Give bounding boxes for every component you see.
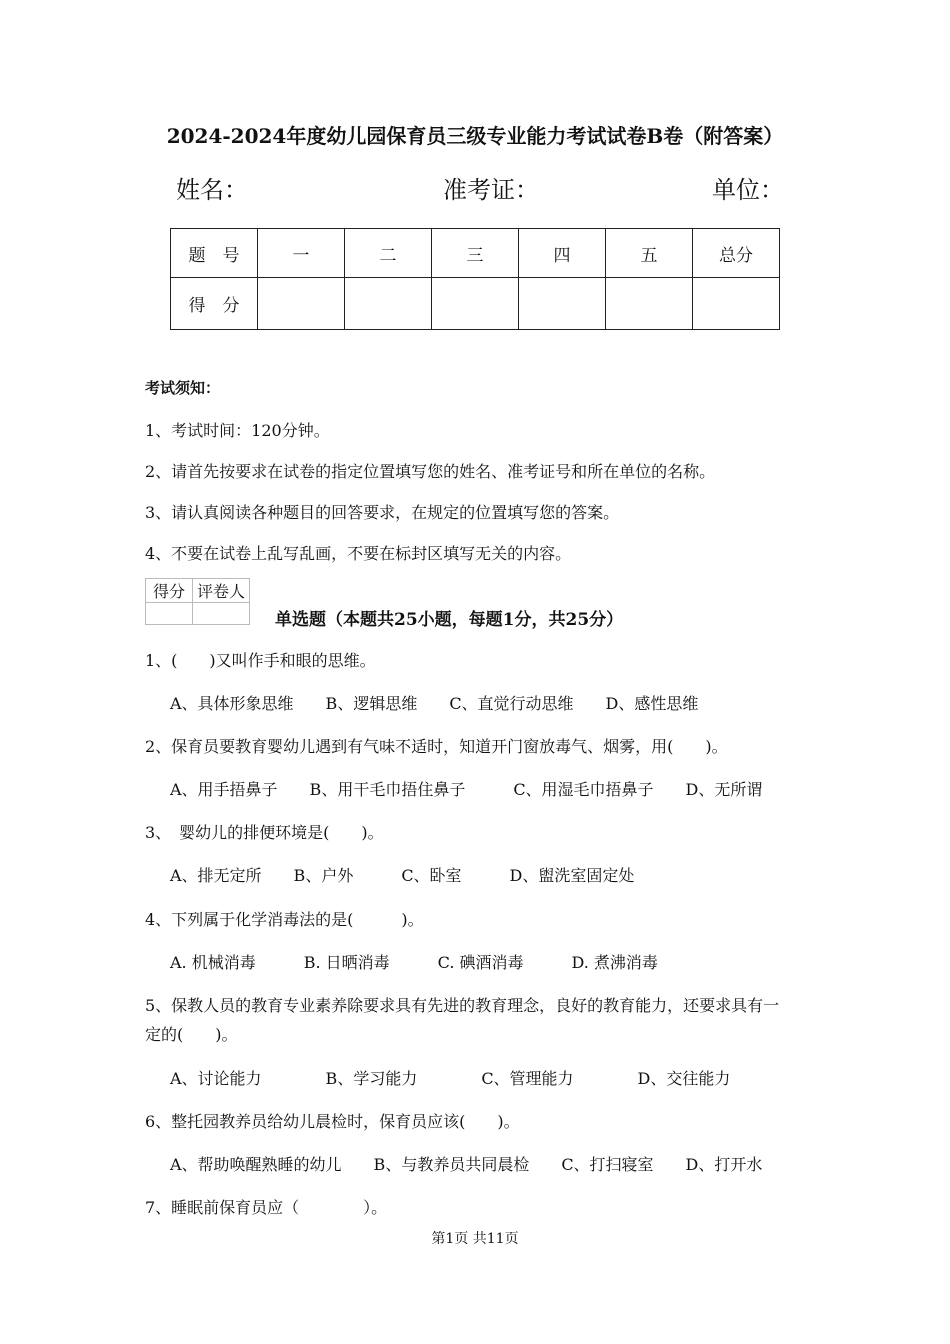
score-cell bbox=[693, 278, 780, 330]
score-cell bbox=[606, 278, 693, 330]
score-table bbox=[170, 228, 780, 330]
question-3-options: A、排无定所 B、户外 C、卧室 D、盥洗室固定处 bbox=[170, 866, 635, 885]
unit-field-label: 单位： bbox=[712, 176, 784, 204]
question-5-options: A、讨论能力 B、学习能力 C、管理能力 D、交往能力 bbox=[170, 1069, 731, 1088]
question-4-options: A. 机械消毒 B. 日晒消毒 C. 碘酒消毒 D. 煮沸消毒 bbox=[170, 953, 658, 972]
score-cell bbox=[519, 278, 606, 330]
question-1-options: A、具体形象思维 B、逻辑思维 C、直觉行动思维 D、感性思维 bbox=[170, 694, 699, 713]
score-cell bbox=[432, 278, 519, 330]
exam-id-field-label: 准考证： bbox=[443, 176, 539, 204]
question-2-options: A、用手捂鼻子 B、用干毛巾捂住鼻子 C、用湿毛巾捂鼻子 D、无所谓 bbox=[170, 780, 763, 799]
score-row-label: 得 分 bbox=[171, 278, 258, 330]
grader-name-label: 评卷人 bbox=[193, 579, 250, 603]
score-header-3: 三 bbox=[432, 229, 519, 278]
question-4: 4、下列属于化学消毒法的是( )。 bbox=[145, 910, 424, 929]
notice-item: 2、请首先按要求在试卷的指定位置填写您的姓名、准考证号和所在单位的名称。 bbox=[145, 462, 716, 481]
score-header-2: 二 bbox=[345, 229, 432, 278]
score-cell bbox=[258, 278, 345, 330]
question-6-options: A、帮助唤醒熟睡的幼儿 B、与教养员共同晨检 C、打扫寝室 D、打开水 bbox=[170, 1155, 763, 1174]
grader-score-label: 得分 bbox=[146, 579, 193, 603]
question-7: 7、睡眠前保育员应（ ）。 bbox=[145, 1198, 388, 1217]
question-1: 1、( )又叫作手和眼的思维。 bbox=[145, 651, 376, 670]
notice-item: 1、考试时间：120分钟。 bbox=[145, 421, 330, 440]
grader-score-cell bbox=[146, 603, 193, 625]
score-cell bbox=[345, 278, 432, 330]
section-title: 单选题（本题共25小题，每题1分，共25分） bbox=[275, 610, 624, 630]
page-footer: 第1页 共11页 bbox=[431, 1231, 519, 1247]
question-5-cont: 定的( )。 bbox=[145, 1025, 238, 1044]
question-6: 6、整托园教养员给幼儿晨检时，保育员应该( )。 bbox=[145, 1112, 520, 1131]
question-3: 3、 婴幼儿的排便环境是( )。 bbox=[145, 823, 384, 842]
score-header-4: 四 bbox=[519, 229, 606, 278]
document-title: 2024-2024年度幼儿园保育员三级专业能力考试试卷B卷（附答案） bbox=[166, 124, 784, 148]
notice-heading: 考试须知： bbox=[145, 379, 221, 397]
score-header-1: 一 bbox=[258, 229, 345, 278]
score-header-5: 五 bbox=[606, 229, 693, 278]
notice-item: 4、不要在试卷上乱写乱画，不要在标封区填写无关的内容。 bbox=[145, 544, 572, 563]
name-field-label: 姓名： bbox=[176, 176, 248, 204]
question-5: 5、保教人员的教育专业素养除要求具有先进的教育理念，良好的教育能力，还要求具有一 bbox=[145, 996, 780, 1015]
grader-box bbox=[145, 578, 250, 625]
score-header-label: 题 号 bbox=[171, 229, 258, 278]
score-header-total: 总分 bbox=[693, 229, 780, 278]
grader-name-cell bbox=[193, 603, 250, 625]
notice-item: 3、请认真阅读各种题目的回答要求，在规定的位置填写您的答案。 bbox=[145, 503, 620, 522]
question-2: 2、保育员要教育婴幼儿遇到有气味不适时，知道开门窗放毒气、烟雾，用( )。 bbox=[145, 737, 728, 756]
